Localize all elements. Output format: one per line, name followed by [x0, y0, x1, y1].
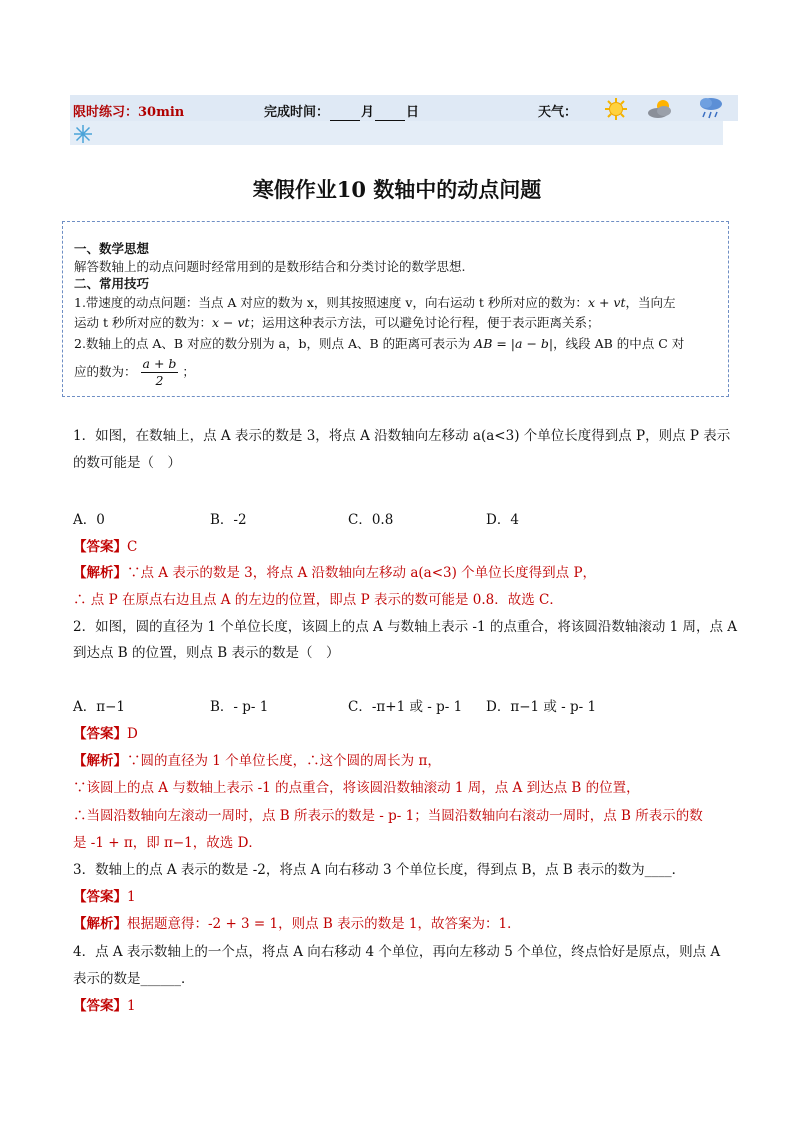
- tips-section1-text: 解答数轴上的动点问题时经常用到的是数形结合和分类讨论的数学思想.: [74, 259, 466, 274]
- q4-stem-line1: 4．点 A 表示数轴上的一个点，将点 A 向右移动 4 个单位，再向左移动 5 个单位，终点恰好是原点，则点 A: [73, 944, 721, 960]
- q3-explanation: 【解析】根据题意得：-2 + 3 = 1，则点 B 表示的数是 1，故答案为：1．: [73, 916, 521, 932]
- q1-explanation-line2: ∴ 点 P 在原点右边且点 A 的左边的位置，即点 P 表示的数可能是 0.8．故选 C．: [73, 592, 563, 608]
- q2-option-b[interactable]: B．- p- 1: [210, 699, 269, 715]
- q1-answer: 【答案】C: [73, 539, 138, 555]
- q1-option-c[interactable]: C．0.8: [348, 512, 394, 528]
- midpoint-fraction: $\frac{a + b}{2}$: [142, 356, 177, 388]
- tips-item1-line1: 1.带速度的动点问题：当点 A 对应的数为 x，则其按照速度 v，向右运动 t 秒所对应的数为：x + vt，当向左: [74, 295, 676, 310]
- completion-time: [264, 101, 419, 121]
- q1-explanation-line1: 【解析】∵点 A 表示的数是 3，将点 A 沿数轴向左移动 a(a<3) 个单位长度得到点 P，: [73, 565, 597, 581]
- q2-answer: 【答案】D: [73, 726, 138, 742]
- q4-answer: 【答案】1: [73, 998, 136, 1014]
- time-limit-value: 30min: [138, 105, 185, 120]
- time-limit-label: 限时练习：: [73, 105, 139, 120]
- q2-option-c[interactable]: C．-π+1 或 - p- 1: [348, 699, 463, 715]
- q2-stem-line1: 2．如图，圆的直径为 1 个单位长度，该圆上的点 A 与数轴上表示 -1 的点重合，将该圆沿数轴滚动 1 周，点 A: [73, 619, 738, 635]
- q3-answer: 【答案】1: [73, 889, 136, 905]
- partly-cloudy-icon: [646, 97, 676, 121]
- rain-icon: [697, 95, 725, 121]
- q2-option-a[interactable]: A．π−1: [73, 699, 126, 715]
- q1-stem-line1: 1．如图，在数轴上，点 A 表示的数是 3，将点 A 沿数轴向左移动 a(a<3) 个单位长度得到点 P，则点 P 表示: [73, 428, 731, 444]
- weather-label: 天气：: [538, 105, 578, 120]
- month-label: 月: [361, 105, 375, 120]
- q1-option-a[interactable]: A．0: [73, 512, 105, 528]
- q1-stem-line2: 的数可能是（ ）: [73, 455, 181, 471]
- time-limit: [73, 101, 184, 120]
- header-strip: [70, 121, 723, 145]
- tips-item1-line2: 运动 t 秒所对应的数为：x − vt；运用这种表示方法，可以避免讨论行程，便于表示距离关系；: [74, 315, 600, 330]
- q1-option-d[interactable]: D．4: [486, 512, 519, 528]
- q2-explanation-line4: 是 -1 + π，即 π−1，故选 D．: [73, 835, 262, 851]
- day-blank[interactable]: [375, 105, 405, 121]
- q2-explanation-line2: ∵该圆上的点 A 与数轴上表示 -1 的点重合，将该圆沿数轴滚动 1 周，点 A 到达点 B 的位置，: [73, 780, 640, 796]
- sunny-icon: [604, 97, 628, 121]
- completion-time-label: 完成时间：: [264, 105, 330, 120]
- q2-stem-line2: 到达点 B 的位置，则点 B 表示的数是（ ）: [73, 645, 340, 661]
- snowflake-icon: [73, 124, 93, 144]
- tips-item2-line1: 2.数轴上的点 A、B 对应的数分别为 a，b，则点 A、B 的距离可表示为 AB = |a − b|，线段 AB 的中点 C 对: [74, 336, 685, 351]
- month-blank[interactable]: [330, 105, 360, 121]
- q2-explanation-line3: ∴当圆沿数轴向左滚动一周时，点 B 所表示的数是 - p- 1；当圆沿数轴向右滚动一周时，点 B 所表示的数: [73, 808, 703, 824]
- q4-stem-line2: 表示的数是______．: [73, 971, 195, 987]
- q3-stem: 3．数轴上的点 A 表示的数是 -2，将点 A 向右移动 3 个单位长度，得到点 B，点 B 表示的数为____．: [73, 862, 686, 878]
- tips-item2-line2: 应的数为： $\frac{a + b}{2}$ ；: [74, 356, 195, 388]
- q2-explanation-line1: 【解析】∵圆的直径为 1 个单位长度，∴这个圆的周长为 π，: [73, 753, 441, 769]
- tips-section2-title: 二、常用技巧: [74, 276, 150, 291]
- q1-option-b[interactable]: B．-2: [210, 512, 247, 528]
- page-title: 寒假作业10 数轴中的动点问题: [252, 177, 542, 202]
- q2-option-d[interactable]: D．π−1 或 - p- 1: [486, 699, 597, 715]
- day-label: 日: [406, 105, 420, 120]
- tips-section1-title: 一、数学思想: [74, 241, 150, 256]
